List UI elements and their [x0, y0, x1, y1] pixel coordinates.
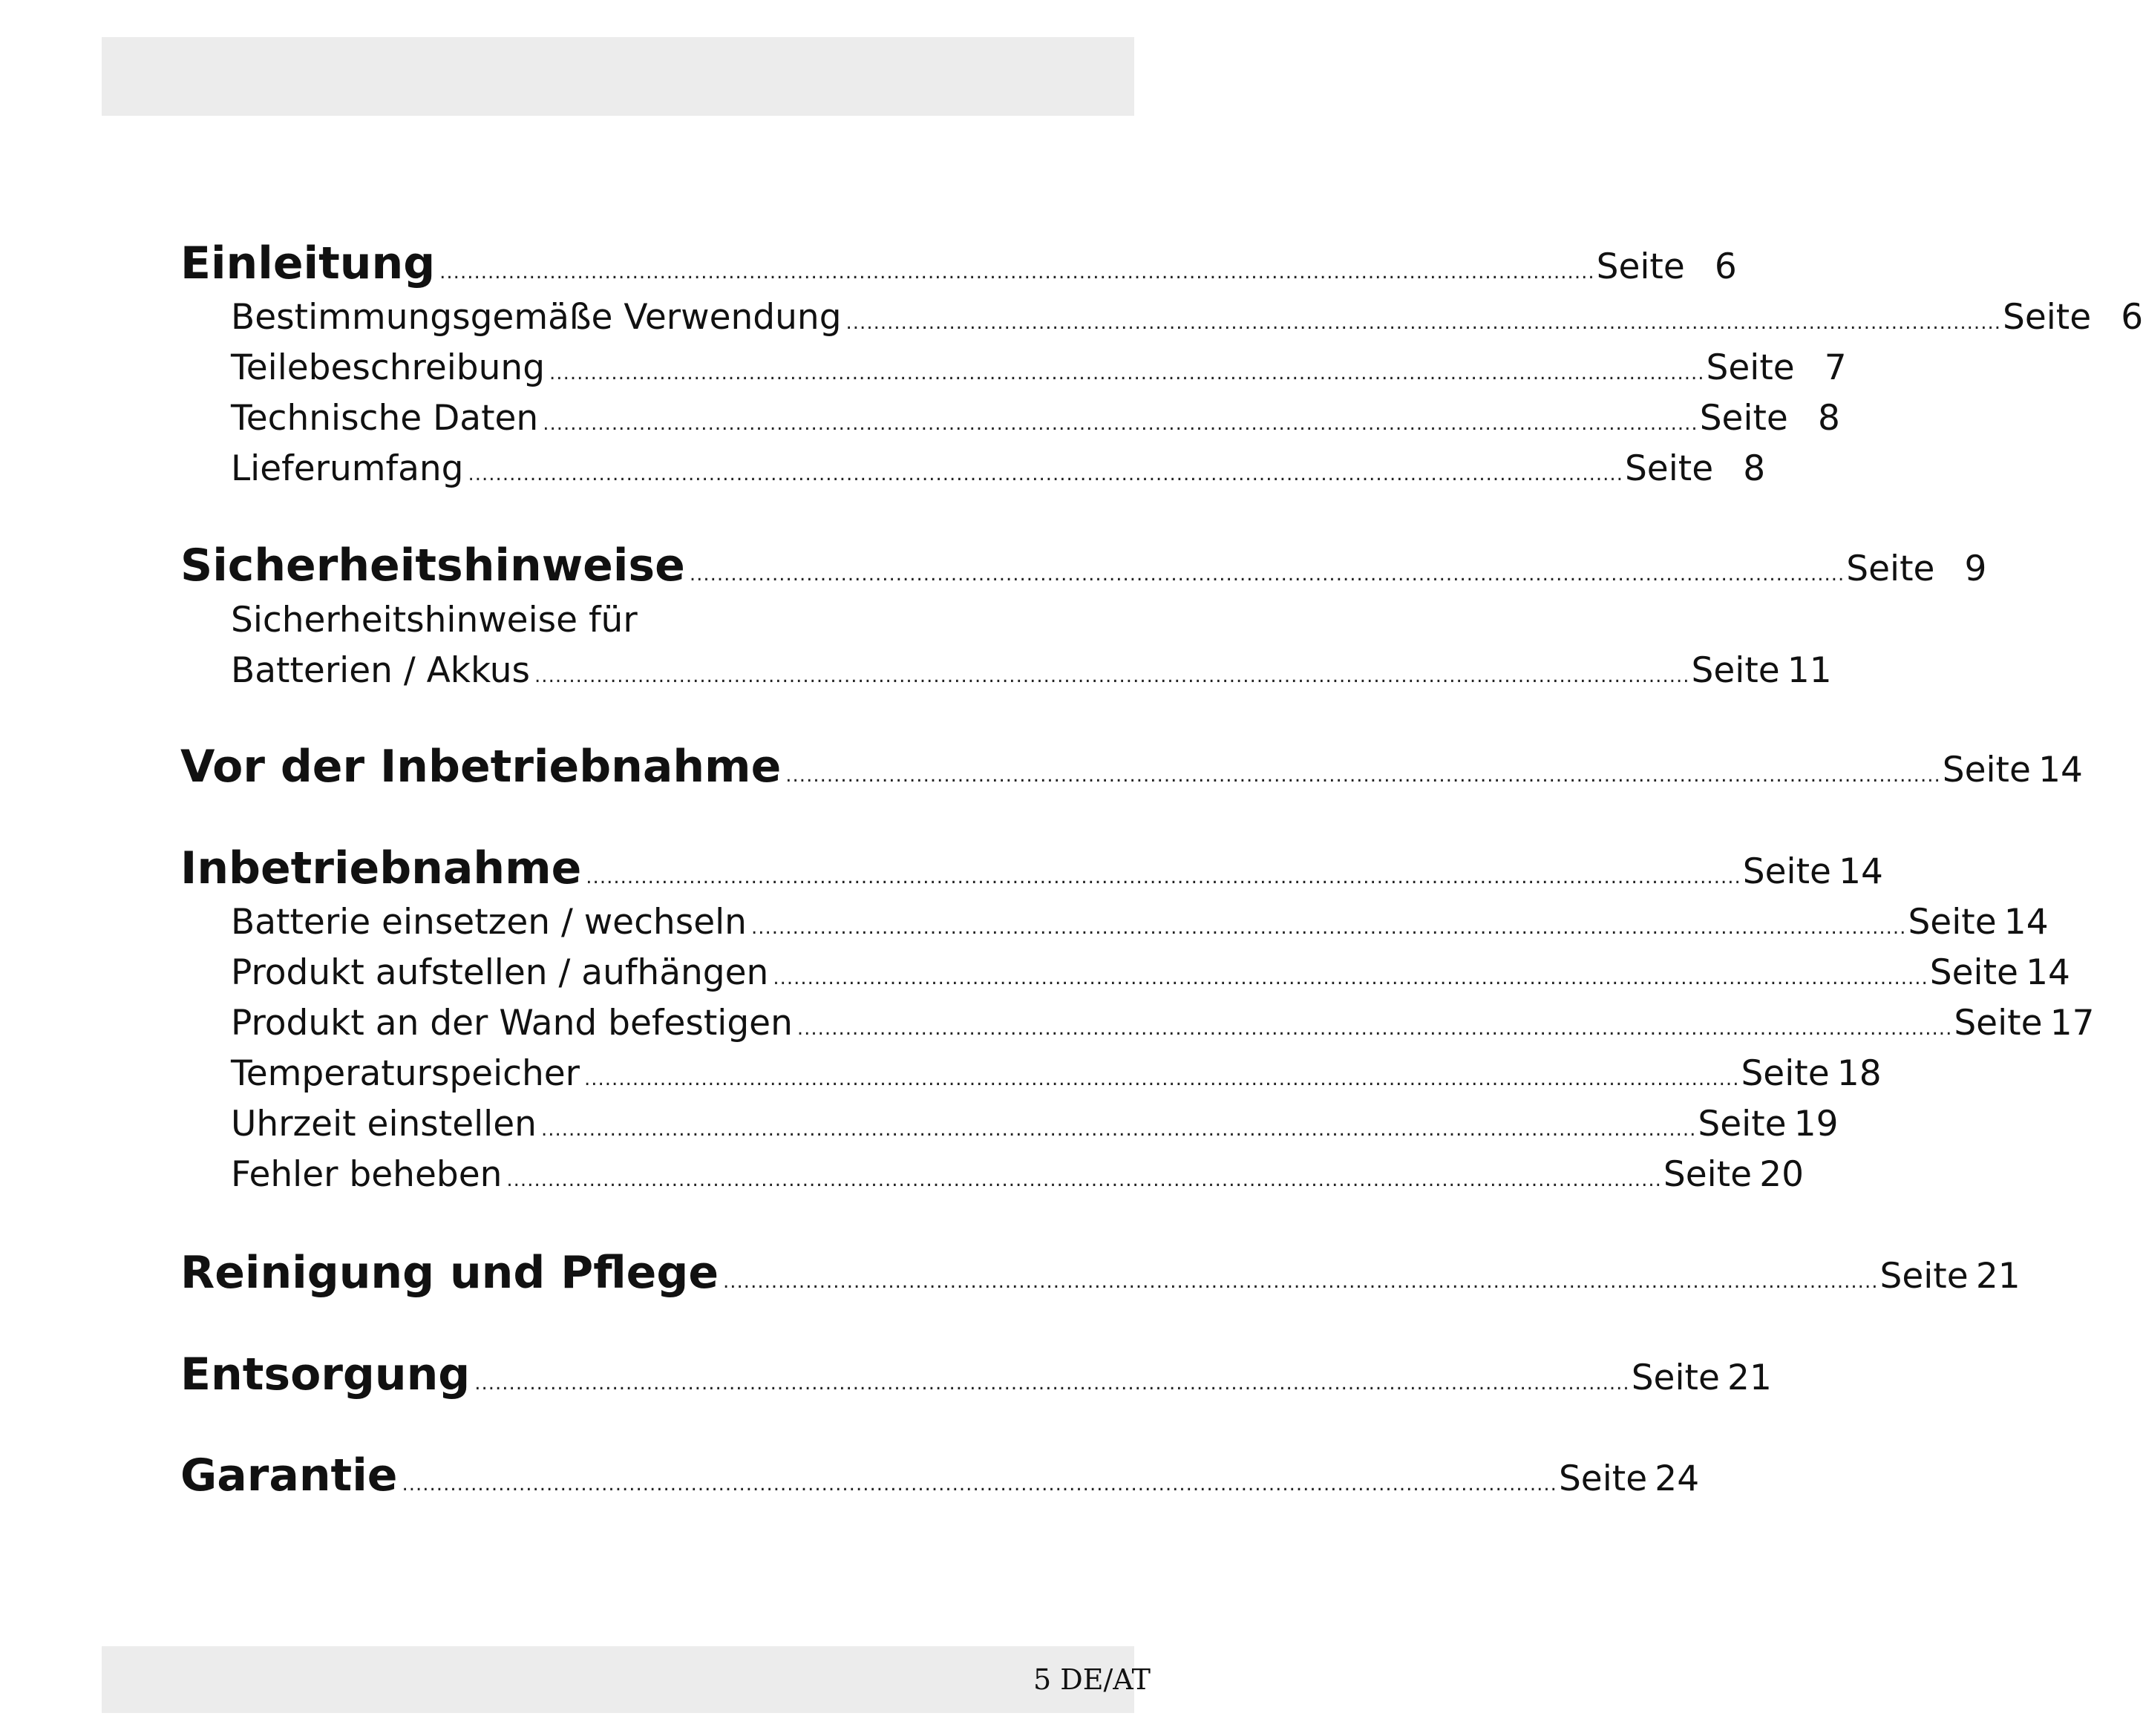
toc-entry-title: Temperaturspeicher [231, 1053, 580, 1094]
toc-page-number: 8 [1817, 398, 1840, 439]
dot-leader [474, 1374, 1629, 1393]
toc-page-number: 6 [2121, 297, 2143, 338]
toc-subsection-entry [231, 600, 1053, 641]
toc-section-entry [180, 540, 1987, 592]
toc-subsection-entry [231, 448, 1766, 489]
dot-leader [506, 1170, 1661, 1190]
toc-page-number: 14 [1839, 851, 1883, 892]
toc-page-number: 7 [1824, 347, 1847, 388]
toc-entry-title: Sicherheitshinweise [180, 540, 685, 592]
toc-section-entry [180, 1247, 2021, 1299]
toc-entry-title: Sicherheitshinweise für [231, 600, 638, 641]
toc-subsection-entry [231, 347, 1847, 388]
toc-subsection-entry [231, 1003, 2095, 1044]
toc-page-number: 20 [1759, 1154, 1805, 1195]
toc-entry-title: Inbetriebnahme [180, 842, 582, 894]
seite-label: Seite [1929, 952, 2018, 993]
dot-leader [751, 918, 1906, 937]
toc-entry-title: Fehler beheben [231, 1154, 503, 1195]
toc-subsection-entry [231, 1053, 1882, 1094]
dot-leader [690, 565, 1845, 584]
toc-subsection-entry [231, 1154, 1805, 1195]
seite-label: Seite [1741, 1053, 1830, 1094]
toc-entry-title: Vor der Inbetriebnahme [180, 741, 782, 793]
dot-leader [549, 364, 1704, 383]
seite-label: Seite [1558, 1458, 1648, 1499]
toc-page-number: 9 [1964, 548, 1987, 589]
seite-label: Seite [1663, 1154, 1753, 1195]
toc-page-number: 24 [1655, 1458, 1700, 1499]
dot-leader [402, 1475, 1557, 1494]
toc-entry-title: Entsorgung [180, 1349, 471, 1401]
seite-label: Seite [1691, 650, 1780, 691]
toc-subsection-entry [231, 1104, 1839, 1144]
toc-entry-title: Batterie einsetzen / wechseln [231, 902, 747, 943]
toc-entry-title: Garantie [180, 1450, 398, 1501]
dot-leader [586, 868, 1741, 887]
dot-leader [584, 1070, 1739, 1089]
toc-entry-title: Produkt an der Wand befestigen [231, 1003, 793, 1044]
dot-leader [723, 1272, 1878, 1291]
toc-subsection-entry [231, 902, 2049, 943]
footer-bar [102, 1646, 1151, 1713]
toc-page-number: 21 [1975, 1256, 2021, 1297]
toc-entry-title: Produkt aufstellen / aufhängen [231, 952, 769, 993]
toc-entry-title: Reinigung und Pflege [180, 1247, 719, 1299]
page-number: 5 DE/AT [1033, 1663, 1151, 1696]
toc-section-entry [180, 1450, 1700, 1501]
dot-leader [541, 1120, 1696, 1139]
toc-page-number: 19 [1793, 1104, 1839, 1144]
toc-entry-title: Technische Daten [231, 398, 539, 439]
seite-label: Seite [1631, 1357, 1720, 1398]
toc-page-number: 11 [1787, 650, 1832, 691]
toc-section-entry [180, 238, 1737, 289]
toc-page-number: 14 [2038, 750, 2083, 790]
seite-label: Seite [1954, 1003, 2043, 1044]
seite-label: Seite [1908, 902, 1997, 943]
dot-leader [785, 766, 1940, 785]
seite-label: Seite [1942, 750, 2031, 790]
toc-subsection-entry [231, 650, 1832, 691]
toc-page-number: 14 [2003, 902, 2049, 943]
seite-label: Seite [1624, 448, 1714, 489]
toc-entry-title: Lieferumfang [231, 448, 464, 489]
toc-page-number: 8 [1743, 448, 1766, 489]
toc-page-number: 14 [2026, 952, 2070, 993]
dot-leader [439, 263, 1594, 282]
dot-leader [468, 465, 1623, 484]
toc-entry-title: Einleitung [180, 238, 436, 289]
toc-subsection-entry [231, 952, 2070, 993]
dot-leader [534, 666, 1689, 686]
toc-section-entry [180, 842, 1883, 894]
toc-page-number: 17 [2049, 1003, 2095, 1044]
seite-label: Seite [1879, 1256, 1969, 1297]
toc-subsection-entry [231, 398, 1840, 439]
toc-page-number: 6 [1714, 246, 1737, 287]
seite-label: Seite [1596, 246, 1685, 287]
seite-label: Seite [1846, 548, 1935, 589]
toc-entry-title: Bestimmungsgemäße Verwendung [231, 297, 842, 338]
toc-page-number: 21 [1727, 1357, 1772, 1398]
dot-leader [797, 1019, 1952, 1038]
seite-label: Seite [1699, 398, 1788, 439]
toc-entry-title: Uhrzeit einstellen [231, 1104, 537, 1144]
toc-page-number: 18 [1836, 1053, 1882, 1094]
dot-leader [543, 414, 1698, 433]
seite-label: Seite [1742, 851, 1831, 892]
seite-label: Seite [1698, 1104, 1787, 1144]
seite-label: Seite [2003, 297, 2092, 338]
dot-leader [846, 313, 2001, 333]
toc-entry-title: Batterien / Akkus [231, 650, 531, 691]
toc-subsection-entry [231, 297, 2143, 338]
toc-section-entry [180, 1349, 1772, 1401]
toc-section-entry [180, 741, 2083, 793]
dot-leader [773, 969, 1928, 988]
toc-entry-title: Teilebeschreibung [231, 347, 546, 388]
seite-label: Seite [1706, 347, 1795, 388]
